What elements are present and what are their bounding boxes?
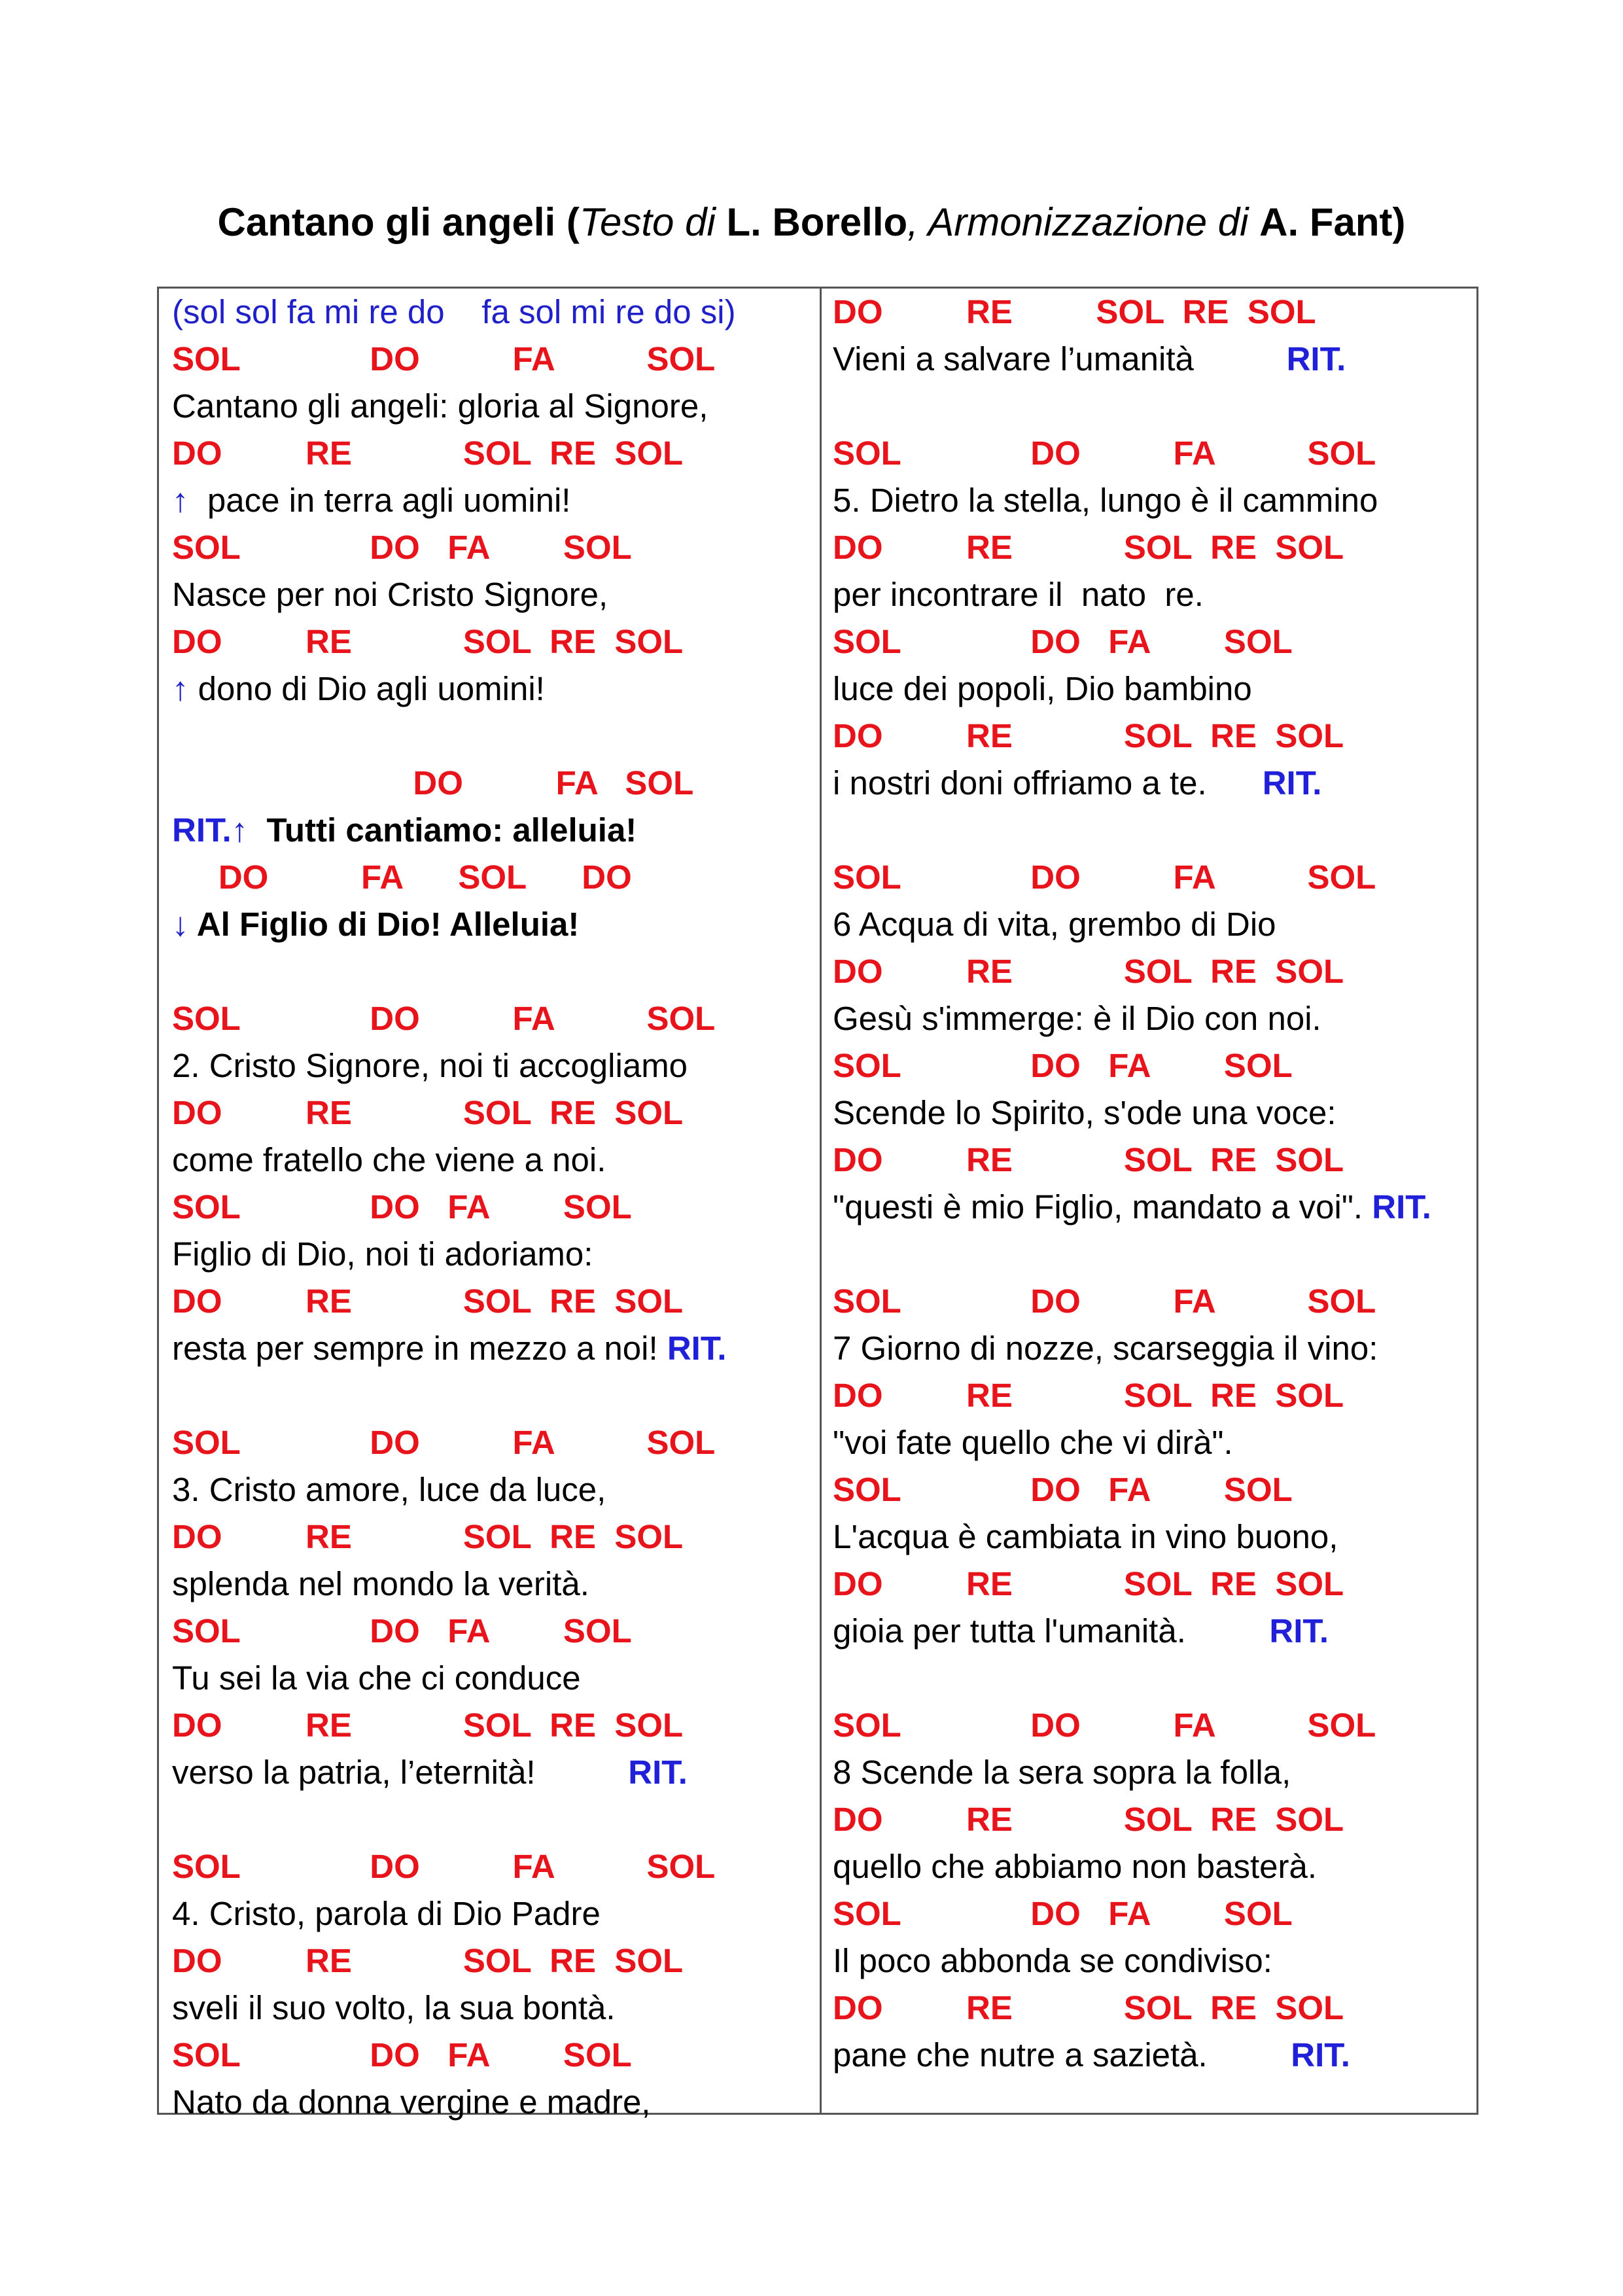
blank-line <box>833 1231 1477 1278</box>
chord-line: DO RE SOL RE SOL <box>172 623 684 660</box>
lyric-text: 8 Scende la sera sopra la folla, <box>833 1754 1291 1791</box>
arrow-up-icon: ↑ <box>231 811 249 849</box>
lyric-line <box>172 477 816 524</box>
lyric-text: 7 Giorno di nozze, scarseggia il vino: <box>833 1330 1378 1367</box>
lyric-text: Vieni a salvare l’umanità <box>833 340 1287 378</box>
lyric-text: dono di Dio agli uomini! <box>188 670 545 707</box>
lyric-text: "voi fate quello che vi dirà". <box>833 1424 1233 1461</box>
title-arranger: A. Fant <box>1259 200 1393 244</box>
chord-line: SOL DO FA SOL <box>172 1188 632 1226</box>
lyric-line <box>172 1985 816 2032</box>
right-column <box>833 289 1477 2079</box>
lyric-line <box>833 1749 1477 1796</box>
title-author: L. Borello <box>726 200 908 244</box>
chord-line: DO RE SOL RE SOL <box>833 717 1344 754</box>
column-divider <box>820 289 822 2113</box>
chord-line: DO FA SOL DO <box>172 858 632 896</box>
title-part6: ) <box>1392 200 1406 244</box>
lyric-line <box>833 665 1477 713</box>
refrain-line <box>172 807 816 854</box>
lyric-text: Nato da donna vergine e madre, <box>172 2083 651 2121</box>
lyric-text: Cantano gli angeli: gloria al Signore, <box>172 387 708 425</box>
lyric-text: resta per sempre in mezzo a noi! <box>172 1330 667 1367</box>
lyric-text: Scende lo Spirito, s'ode una voce: <box>833 1094 1336 1131</box>
lyric-text: gioia per tutta l'umanità. <box>833 1612 1270 1650</box>
chord-line: SOL DO FA SOL <box>833 1706 1376 1744</box>
lyric-text: luce dei popoli, Dio bambino <box>833 670 1252 707</box>
lyric-text: come fratello che viene a noi. <box>172 1141 606 1178</box>
lyric-line <box>833 1089 1477 1137</box>
chord-line: SOL DO FA SOL <box>172 340 716 378</box>
lyric-line <box>172 665 816 713</box>
rit-label: RIT. <box>172 811 232 849</box>
song-table <box>157 287 1478 2121</box>
lyric-text: verso la patria, l’eternità! <box>172 1754 629 1791</box>
chord-line: DO FA SOL <box>172 764 694 802</box>
lyric-line <box>172 1466 816 1513</box>
lyric-line <box>833 1608 1477 1655</box>
lyric-line <box>172 1749 816 1796</box>
lyric-text: 4. Cristo, parola di Dio Padre <box>172 1895 601 1932</box>
lyric-line <box>833 1325 1477 1372</box>
title-part2: Testo di <box>579 200 727 244</box>
chord-line: SOL DO FA SOL <box>172 1848 716 1885</box>
chord-line: DO RE SOL RE SOL <box>172 434 684 472</box>
lyric-line <box>172 1137 816 1184</box>
lyric-text: "questi è mio Figlio, mandato a voi". <box>833 1188 1372 1226</box>
lyric-line <box>833 901 1477 948</box>
lyric-line <box>833 760 1477 807</box>
lyric-line <box>172 1042 816 1089</box>
left-column <box>172 289 816 2126</box>
chord-line: DO RE SOL RE SOL <box>172 1942 684 1979</box>
chord-line: SOL DO FA SOL <box>833 1471 1293 1508</box>
blank-line <box>172 1796 816 1843</box>
lyric-line <box>833 1843 1477 1890</box>
chord-line: SOL DO FA SOL <box>833 1282 1376 1320</box>
lyric-text: sveli il suo volto, la sua bontà. <box>172 1989 616 2026</box>
blank-line <box>833 383 1477 430</box>
lyric-line <box>172 1655 816 1702</box>
lyric-line <box>833 1513 1477 1561</box>
lyric-text: Nasce per noi Cristo Signore, <box>172 576 608 613</box>
chord-line: SOL DO FA SOL <box>833 858 1376 896</box>
arrow-up-icon: ↑ <box>172 670 189 707</box>
lyric-line <box>172 571 816 618</box>
page-title <box>0 190 1623 255</box>
rit-label: RIT. <box>1262 764 1322 802</box>
lyric-text: 5. Dietro la stella, lungo è il cammino <box>833 482 1378 519</box>
chord-line: SOL DO FA SOL <box>833 1047 1293 1084</box>
chord-line: DO RE SOL RE SOL <box>833 1989 1344 2026</box>
chord-line: SOL DO FA SOL <box>833 1895 1293 1932</box>
lyric-line <box>833 2032 1477 2079</box>
lyric-line <box>172 1561 816 1608</box>
lyric-text: 3. Cristo amore, luce da luce, <box>172 1471 606 1508</box>
arrow-up-icon: ↑ <box>172 482 189 519</box>
chord-line: SOL DO FA SOL <box>833 623 1293 660</box>
chord-line: DO RE SOL RE SOL <box>833 953 1344 990</box>
lyric-text: Il poco abbonda se condiviso: <box>833 1942 1272 1979</box>
chord-line: SOL DO FA SOL <box>172 2036 632 2074</box>
chord-line: SOL DO FA SOL <box>172 1424 716 1461</box>
lyric-line <box>172 1325 816 1372</box>
chord-line: DO RE SOL RE SOL <box>833 1801 1344 1838</box>
blank-line <box>833 807 1477 854</box>
lyric-text: Tutti cantiamo: alleluia! <box>248 811 637 849</box>
lyric-text: quello che abbiamo non basterà. <box>833 1848 1318 1885</box>
lyric-line <box>172 1890 816 1937</box>
blank-line <box>833 1655 1477 1702</box>
blank-line <box>172 948 816 995</box>
lyric-text: Al Figlio di Dio! Alleluia! <box>188 906 580 943</box>
blank-line <box>172 713 816 760</box>
chord-line: DO RE SOL RE SOL <box>833 529 1344 566</box>
lyric-line <box>833 477 1477 524</box>
lyric-text: splenda nel mondo la verità. <box>172 1565 589 1602</box>
lyric-line <box>172 2079 816 2126</box>
rit-label: RIT. <box>628 1754 688 1791</box>
lyric-line <box>833 1937 1477 1985</box>
lyric-text: 2. Cristo Signore, noi ti accogliamo <box>172 1047 688 1084</box>
lyric-line <box>172 383 816 430</box>
blank-line <box>172 1372 816 1419</box>
rit-label: RIT. <box>1372 1188 1431 1226</box>
title-part4: , Armonizzazione di <box>907 200 1260 244</box>
lyric-line <box>172 1231 816 1278</box>
title-part1: Cantano gli angeli ( <box>217 200 580 244</box>
refrain-line <box>172 901 816 948</box>
lyric-text: pane che nutre a sazietà. <box>833 2036 1291 2074</box>
chord-line: DO RE SOL RE SOL <box>172 1518 684 1555</box>
rit-label: RIT. <box>1286 340 1346 378</box>
lyric-text: Tu sei la via che ci conduce <box>172 1659 581 1697</box>
lyric-line <box>833 336 1477 383</box>
lyric-line <box>833 571 1477 618</box>
lyric-line <box>833 995 1477 1042</box>
melody-hint: (sol sol fa mi re do fa sol mi re do si) <box>172 293 736 330</box>
lyric-text: 6 Acqua di vita, grembo di Dio <box>833 906 1276 943</box>
chord-line: DO RE SOL RE SOL <box>833 1565 1344 1602</box>
chord-line: SOL DO FA SOL <box>172 529 632 566</box>
lyric-line <box>833 1184 1477 1231</box>
chord-line: DO RE SOL RE SOL <box>833 293 1316 330</box>
chord-line: DO RE SOL RE SOL <box>833 1141 1344 1178</box>
chord-line: DO RE SOL RE SOL <box>172 1706 684 1744</box>
lyric-text: Figlio di Dio, noi ti adoriamo: <box>172 1235 593 1273</box>
chord-line: DO RE SOL RE SOL <box>833 1377 1344 1414</box>
lyric-text: pace in terra agli uomini! <box>188 482 571 519</box>
chord-line: SOL DO FA SOL <box>172 1612 632 1650</box>
lyric-line <box>833 1419 1477 1466</box>
chord-line: DO RE SOL RE SOL <box>172 1282 684 1320</box>
lyric-text: per incontrare il nato re. <box>833 576 1204 613</box>
rit-label: RIT. <box>1291 2036 1350 2074</box>
chord-line: DO RE SOL RE SOL <box>172 1094 684 1131</box>
lyric-text: i nostri doni offriamo a te. <box>833 764 1263 802</box>
rit-label: RIT. <box>1269 1612 1329 1650</box>
lyric-text: Gesù s'immerge: è il Dio con noi. <box>833 1000 1321 1037</box>
chord-line: SOL DO FA SOL <box>833 434 1376 472</box>
rit-label: RIT. <box>667 1330 727 1367</box>
chord-line: SOL DO FA SOL <box>172 1000 716 1037</box>
arrow-down-icon: ↓ <box>172 906 189 943</box>
lyric-text: L'acqua è cambiata in vino buono, <box>833 1518 1338 1555</box>
